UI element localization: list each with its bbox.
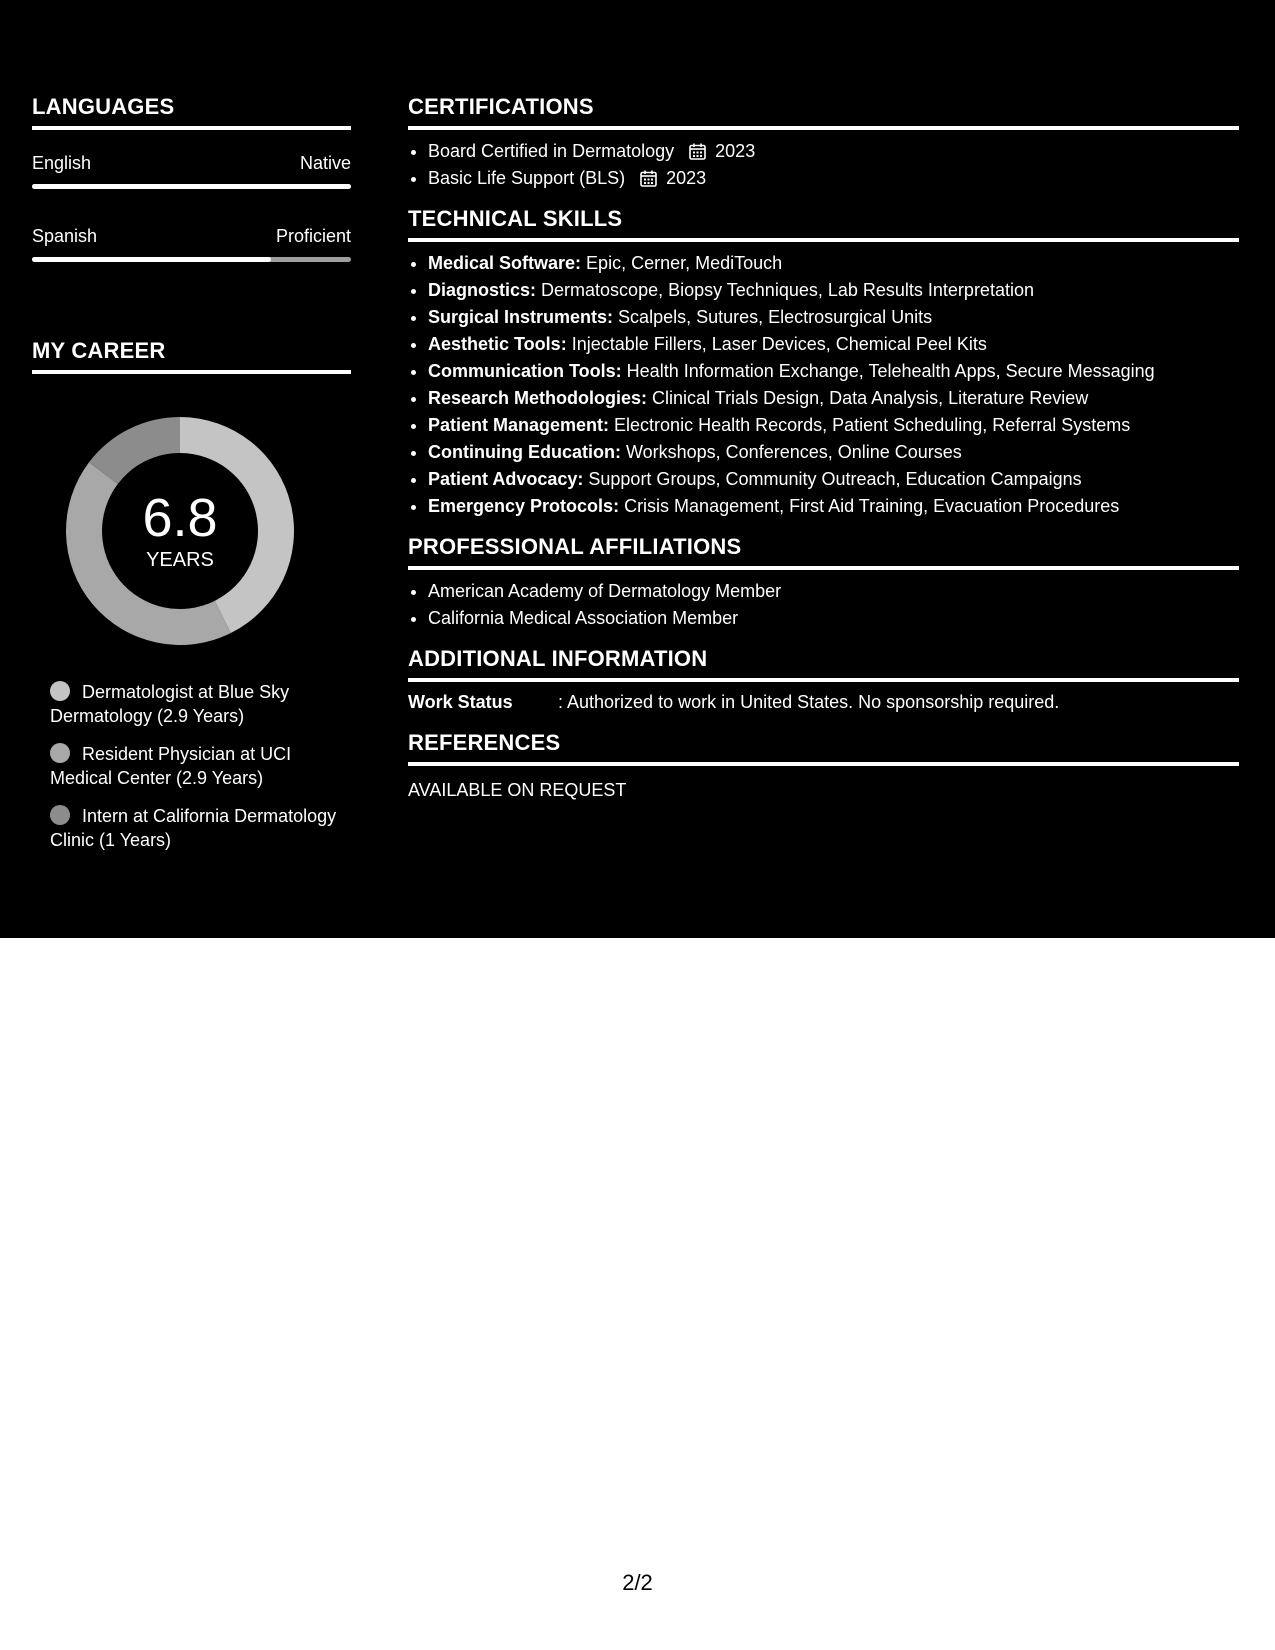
language-name: English xyxy=(32,153,92,173)
skill-category: Emergency Protocols: xyxy=(428,496,620,516)
skill-item xyxy=(428,493,1239,520)
career-donut-chart xyxy=(65,416,295,646)
career-total-value: 6.8 xyxy=(142,488,218,548)
technical-skills-title: TECHNICAL SKILLS xyxy=(408,206,1239,242)
page-number: 2/2 xyxy=(622,1570,653,1595)
career-item xyxy=(50,804,340,852)
career-item-label: Resident Physician at UCI Medical Center (2.9 Years) xyxy=(50,744,292,788)
affiliations-list xyxy=(408,578,1239,632)
skill-category: Patient Management: xyxy=(428,415,610,435)
skill-item xyxy=(428,277,1239,304)
references-text: AVAILABLE ON REQUEST xyxy=(408,780,627,800)
additional-info-title: ADDITIONAL INFORMATION xyxy=(408,646,1239,682)
affiliation-item: • American Academy of Dermatology Member xyxy=(428,578,1239,605)
affiliation-item: • California Medical Association Member xyxy=(428,605,1239,632)
skill-item xyxy=(428,304,1239,331)
work-status-label: Work Status xyxy=(408,692,513,712)
right-column xyxy=(408,94,1239,802)
career-total-unit: YEARS xyxy=(146,549,214,571)
skill-item xyxy=(428,466,1239,493)
certification-item xyxy=(428,138,1239,165)
skill-detail: Scalpels, Sutures, Electrosurgical Units xyxy=(613,307,933,327)
certifications-title: CERTIFICATIONS xyxy=(408,94,1239,130)
language-bar xyxy=(32,184,351,189)
skill-category: Aesthetic Tools: xyxy=(428,334,567,354)
language-bar-fill xyxy=(32,257,271,262)
career-item-label: Intern at California Dermatology Clinic (1 Years) xyxy=(50,806,337,850)
skill-detail: Electronic Health Records, Patient Scheduling, Referral Systems xyxy=(609,415,1131,435)
languages-title: LANGUAGES xyxy=(32,94,351,130)
skill-category: Surgical Instruments: xyxy=(428,307,614,327)
skill-detail: Epic, Cerner, MediTouch xyxy=(581,253,783,273)
work-status-value: : Authorized to work in United States. No sponsorship required. xyxy=(558,692,1060,712)
skill-category: Medical Software: xyxy=(428,253,582,273)
language-bar-fill xyxy=(32,184,351,189)
left-column xyxy=(32,94,351,866)
certification-year: 2023 xyxy=(666,168,707,188)
calendar-icon xyxy=(689,143,706,160)
skill-detail: Support Groups, Community Outreach, Education Campaigns xyxy=(583,469,1082,489)
language-row-spanish xyxy=(32,225,351,262)
career-title: MY CAREER xyxy=(32,338,351,374)
references-title: REFERENCES xyxy=(408,730,1239,766)
skill-detail: Workshops, Conferences, Online Courses xyxy=(620,442,962,462)
skill-item xyxy=(428,331,1239,358)
skill-detail: Dermatoscope, Biopsy Techniques, Lab Results Interpretation xyxy=(536,280,1034,300)
calendar-icon xyxy=(640,170,657,187)
language-bar xyxy=(32,257,351,262)
skill-item xyxy=(428,385,1239,412)
legend-dot-icon xyxy=(50,743,70,763)
certification-name: Board Certified in Dermatology xyxy=(428,141,675,161)
skill-category: Research Methodologies: xyxy=(428,388,648,408)
certification-year: 2023 xyxy=(715,141,756,161)
skill-detail: Health Information Exchange, Telehealth Apps, Secure Messaging xyxy=(621,361,1155,381)
work-status-row xyxy=(408,690,1239,714)
skill-item xyxy=(428,358,1239,385)
skill-detail: Crisis Management, First Aid Training, Evacuation Procedures xyxy=(619,496,1120,516)
language-level: Proficient xyxy=(275,226,351,246)
certification-item xyxy=(428,165,1239,192)
career-list xyxy=(50,680,340,852)
career-item xyxy=(50,680,340,728)
language-name: Spanish xyxy=(32,226,98,246)
certification-name: Basic Life Support (BLS) xyxy=(428,168,626,188)
legend-dot-icon xyxy=(50,805,70,825)
skill-detail: Injectable Fillers, Laser Devices, Chemical Peel Kits xyxy=(566,334,987,354)
skill-detail: Clinical Trials Design, Data Analysis, Literature Review xyxy=(647,388,1089,408)
skill-category: Patient Advocacy: xyxy=(428,469,584,489)
skill-category: Continuing Education: xyxy=(428,442,621,462)
skill-category: Communication Tools: xyxy=(428,361,622,381)
language-row-english xyxy=(32,152,351,189)
skill-item xyxy=(428,439,1239,466)
skill-category: Diagnostics: xyxy=(428,280,537,300)
career-item-label: Dermatologist at Blue Sky Dermatology (2.9 Years) xyxy=(50,682,290,726)
certifications-list xyxy=(408,138,1239,192)
technical-skills-list xyxy=(408,250,1239,520)
legend-dot-icon xyxy=(50,681,70,701)
affiliations-title: PROFESSIONAL AFFILIATIONS xyxy=(408,534,1239,570)
language-level: Native xyxy=(299,153,351,173)
career-item xyxy=(50,742,340,790)
skill-item xyxy=(428,250,1239,277)
skill-item xyxy=(428,412,1239,439)
